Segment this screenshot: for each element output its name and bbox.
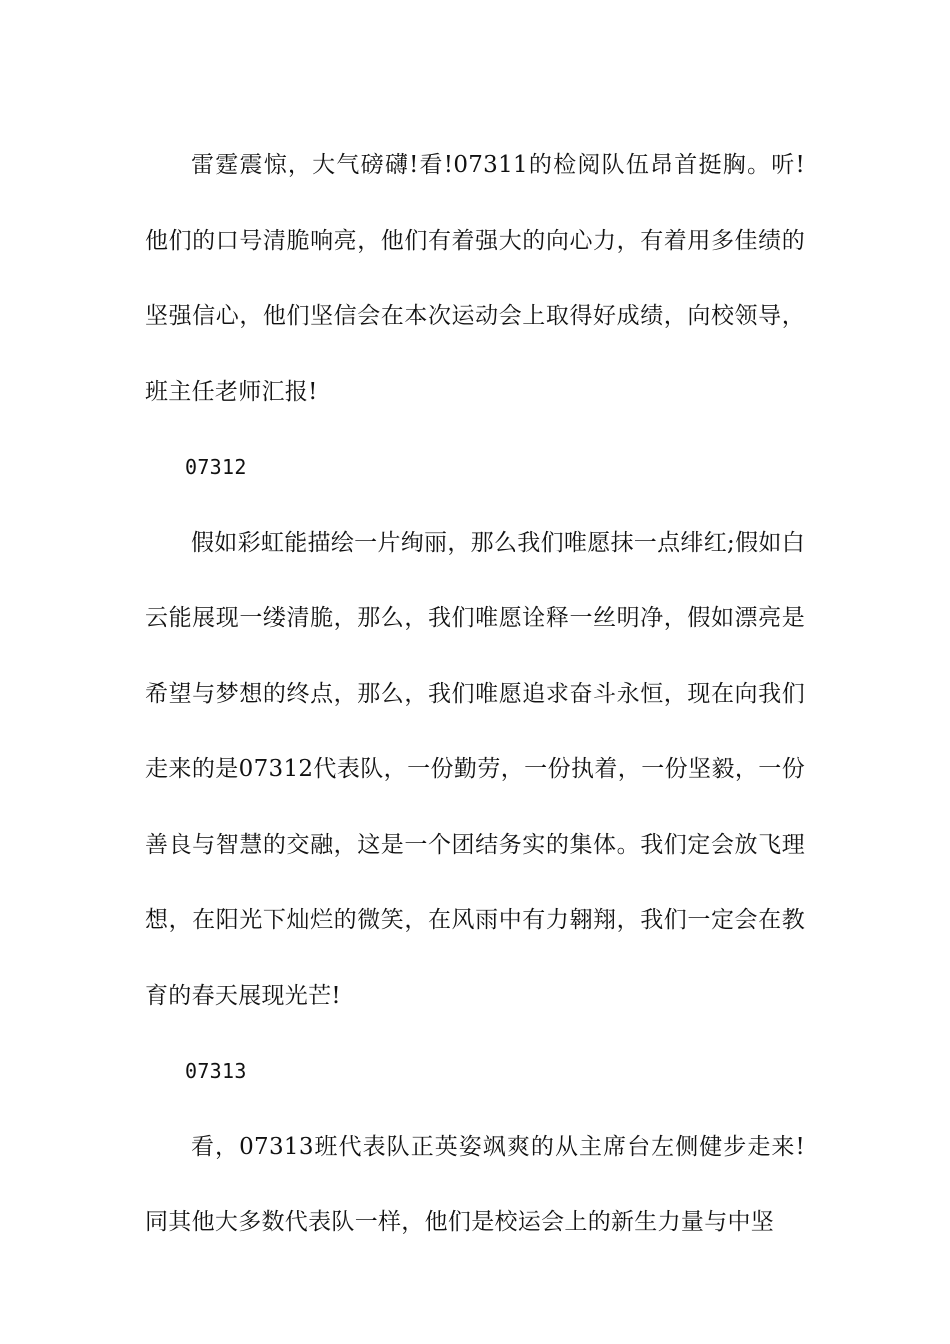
paragraph-07313: 看，07313班代表队正英姿飒爽的从主席台左侧健步走来!同其他大多数代表队一样，他们是校运会上的新生力量与中坚 [145, 1133, 805, 1235]
document-body [145, 128, 805, 1261]
paragraph-07312: 假如彩虹能描绘一片绚丽，那么我们唯愿抹一点绯红;假如白云能展现一缕清脆，那么，我们唯愿诠释一丝明净，假如漂亮是希望与梦想的终点，那么，我们唯愿追求奋斗永恒，现在向我们走来的是07312代表队，一份勤劳，一份执着，一份坚毅，一份善良与智慧的交融，这是一个团结务实的集体。我们定会放飞理想，在阳光下灿烂的微笑，在风雨中有力翱翔，我们一定会在教育的春天展现光芒! [145, 529, 805, 1009]
paragraph-07311: 雷霆震惊，大气磅礴!看!07311的检阅队伍昂首挺胸。听!他们的口号清脆响亮，他们有着强大的向心力，有着用多佳绩的坚强信心，他们坚信会在本次运动会上取得好成绩，向校领导，班主任老师汇报! [145, 152, 805, 405]
section-heading-07313: 07313 [185, 1059, 247, 1083]
section-heading-07312: 07312 [185, 455, 247, 479]
